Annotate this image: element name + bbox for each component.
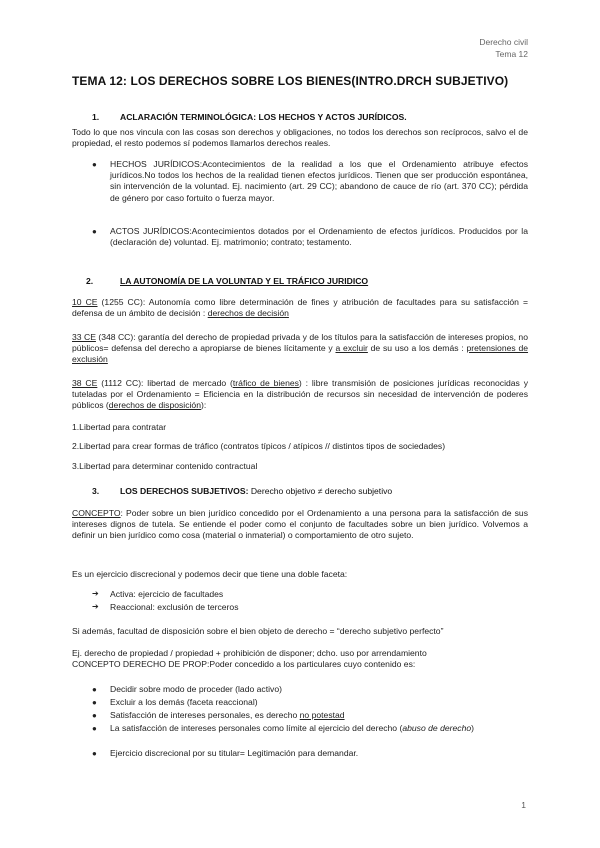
bullet-dot: ● — [92, 685, 97, 694]
b4-text-b: ) — [471, 723, 475, 733]
bullet-dot: ● — [92, 724, 97, 733]
ref-10ce: 10 CE — [72, 297, 98, 307]
section-3-number: 3. — [92, 486, 100, 496]
header-course: Derecho civil — [479, 37, 528, 47]
paragraph-doble-faceta: Es un ejercicio discrecional y podemos decir que tiene una doble faceta: — [72, 569, 348, 579]
paragraph-ejemplo: Ej. derecho de propiedad / propiedad + prohibición de disponer; dcho. uso por arrendamiento — [72, 648, 427, 658]
bullet-satisfaccion — [110, 710, 345, 721]
page-number: 1 — [521, 800, 526, 810]
p3-text-a: (1112 CC): libertad de mercado ( — [97, 378, 233, 388]
arrow-bullet-icon: ➔ — [92, 589, 99, 598]
p3-underlined-1: tráfico de bienes — [232, 378, 299, 388]
bullet-decidir: Decidir sobre modo de proceder (lado activo) — [110, 684, 282, 694]
section-3-heading — [92, 486, 392, 496]
section-1-intro: Todo lo que nos vincula con las cosas son derechos y obligaciones, no todos los derechos son recíprocos, salvo el de propiedad, el resto podemos sí podemos llamarlos derechos reales. — [72, 127, 528, 149]
p2-underlined-1: a excluir — [335, 343, 368, 354]
p3-text-b: ) : libre transmisión de posiciones jurídicas reconocidas y tuteladas por el Ordenamiento = Eficiencia en la distribución de recursos sin necesidad de intervención de poderes públicos ( — [72, 378, 529, 411]
p3-underlined-2: derechos de disposición — [108, 400, 201, 411]
list-item-libertad-1: 1.Libertad para contratar — [72, 422, 167, 432]
bullet-ejercicio: Ejercicio discrecional por su titular= Legitimación para demandar. — [110, 748, 359, 758]
faceta-reaccional: Reaccional: exclusión de terceros — [110, 602, 239, 612]
b3-text: Satisfacción de intereses personales, es derecho — [110, 710, 300, 720]
header-topic: Tema 12 — [495, 49, 528, 59]
paragraph-concepto-prop: CONCEPTO DERECHO DE PROP:Poder concedido a los particulares cuyo contenido es: — [72, 659, 416, 669]
p2-text-a: (348 CC): garantía del derecho de propiedad privada y de los títulos para la satisfacción de intereses propios, no públicos= defensa del derecho a apropiarse de bienes lícitamente y — [72, 332, 528, 354]
p1-underlined: derechos de decisión — [207, 308, 289, 319]
running-header — [479, 36, 528, 60]
p3-text-c: ): — [200, 400, 207, 411]
ref-33ce: 33 CE — [72, 332, 96, 342]
b4-text-a: La satisfacción de intereses personales como límite al ejercicio del derecho ( — [110, 723, 403, 733]
bullet-dot: ● — [92, 160, 97, 169]
section-1-number: 1. — [92, 112, 100, 122]
bullet-limite — [110, 723, 528, 734]
p1-text: (1255 CC): Autonomía como libre determinación de fines y atribución de facultades para su satisfacción = defensa de un ámbito de decisión : — [72, 297, 528, 319]
arrow-bullet-icon: ➔ — [92, 602, 99, 611]
p2-underlined-2: pretensiones de exclusión — [72, 343, 529, 365]
bullet-dot: ● — [92, 711, 97, 720]
bullet-dot: ● — [92, 698, 97, 707]
bullet-hechos: HECHOS JURÍDICOS:Acontecimientos de la realidad a los que el Ordenamiento atribuye efectos jurídicos.No todos los hechos de la realidad tienen efectos jurídicos. Tienen que ser producción espontánea, sin intervención de la voluntad. Ej. nacimiento (art. 29 CC); abandono de cauce de río (art. 370 CC); pérdida de género por caso fortuito o fuerza mayor. — [110, 159, 528, 203]
page-title: TEMA 12: LOS DERECHOS SOBRE LOS BIENES(INTRO.DRCH SUBJETIVO) — [72, 74, 509, 88]
bullet-dot: ● — [92, 227, 97, 236]
paragraph-10ce — [72, 297, 528, 319]
concepto-label: CONCEPTO — [72, 508, 121, 518]
b4-italic: abuso de derecho — [402, 723, 472, 733]
faceta-activa: Activa: ejercicio de facultades — [110, 589, 224, 599]
section-1-heading — [92, 112, 407, 122]
b3-underlined: no potestad — [299, 710, 345, 720]
section-2-heading — [86, 276, 368, 286]
list-item-libertad-3: 3.Libertad para determinar contenido contractual — [72, 461, 258, 471]
paragraph-33ce — [72, 332, 528, 366]
paragraph-derecho-perfecto: Si además, facultad de disposición sobre el bien objeto de derecho = “derecho subjetivo perfecto” — [72, 626, 444, 636]
section-1-title: ACLARACIÓN TERMINOLÓGICA: LOS HECHOS Y ACTOS JURÍDICOS. — [120, 112, 407, 122]
concepto-text: : Poder sobre un bien jurídico concedido por el Ordenamiento a una persona para la satisfacción de sus intereses dignos de tutela. Se entiende el poder como el conjunto de facultades sobre un bien jurídico. Volvemos a definir un bien jurídico como cosa (material o inmaterial) o comportamiento de otro sujeto. — [72, 508, 528, 541]
section-3-subtitle: Derecho objetivo ≠ derecho subjetivo — [248, 486, 393, 496]
bullet-actos: ACTOS JURÍDICOS:Acontecimientos dotados por el Ordenamiento de efectos jurídicos. Producidos por la (declaración de) voluntad. Ej. matrimonio; contrato; testamento. — [110, 226, 528, 248]
p2-text-b: de su uso a los demás : — [367, 343, 467, 354]
section-2-title: LA AUTONOMÍA DE LA VOLUNTAD Y EL TRÁFICO JURIDICO — [120, 276, 369, 286]
paragraph-concepto — [72, 508, 528, 542]
bullet-excluir: Excluir a los demás (faceta reaccional) — [110, 697, 258, 707]
section-2-number: 2. — [86, 276, 94, 286]
bullet-dot: ● — [92, 749, 97, 758]
list-item-libertad-2: 2.Libertad para crear formas de tráfico (contratos típicos / atípicos // distintos tipos de sociedades) — [72, 441, 446, 451]
ref-38ce: 38 CE — [72, 378, 98, 388]
paragraph-38ce — [72, 378, 528, 412]
section-3-title: LOS DERECHOS SUBJETIVOS: — [120, 486, 249, 496]
